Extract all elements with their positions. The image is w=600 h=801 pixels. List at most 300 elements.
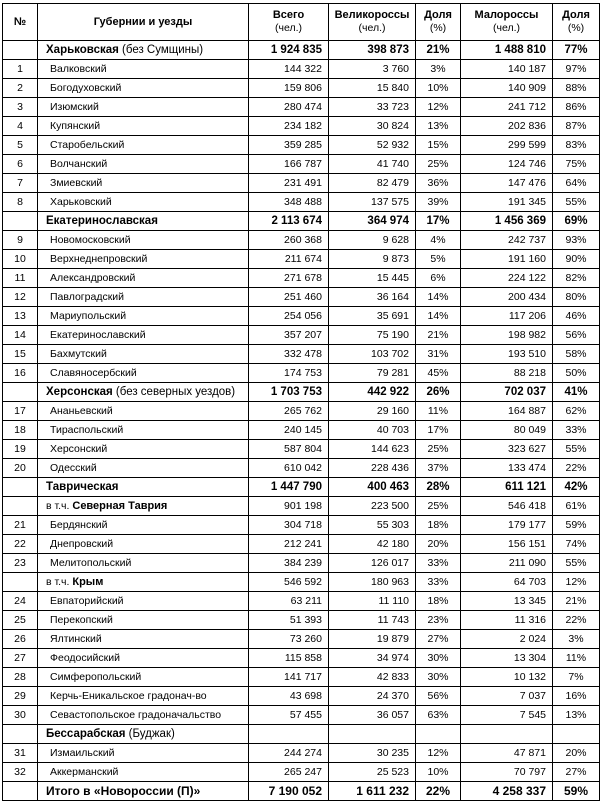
table-row [3, 117, 600, 136]
cell-share-great: 12% [416, 744, 461, 763]
cell-little-russians: 198 982 [461, 326, 553, 345]
cell-great-russians: 42 833 [329, 668, 416, 687]
cell-share-little: 69% [553, 212, 600, 231]
cell-share-little: 55% [553, 440, 600, 459]
cell-name: Ялтинский [38, 630, 249, 649]
cell-no: 9 [3, 231, 38, 250]
table-row [3, 250, 600, 269]
cell-great-russians: 34 974 [329, 649, 416, 668]
cell-total: 265 762 [249, 402, 329, 421]
cell-great-russians: 137 575 [329, 193, 416, 212]
cell-share-little: 83% [553, 136, 600, 155]
cell-name: Херсонская (без северных уездов) [38, 383, 249, 402]
cell-share-little: 11% [553, 649, 600, 668]
cell-share-great: 39% [416, 193, 461, 212]
cell-little-russians: 13 304 [461, 649, 553, 668]
cell-share-great: 17% [416, 212, 461, 231]
table-row [3, 402, 600, 421]
subregion-row [3, 573, 600, 592]
cell-share-great: 17% [416, 421, 461, 440]
table-row [3, 440, 600, 459]
cell-great-russians: 1 611 232 [329, 782, 416, 801]
header-little-russians: Малороссы (чел.) [461, 4, 553, 41]
table-body [3, 41, 600, 801]
cell-total: 7 190 052 [249, 782, 329, 801]
table-row [3, 345, 600, 364]
cell-total [249, 725, 329, 744]
cell-little-russians: 117 206 [461, 307, 553, 326]
cell-little-russians: 64 703 [461, 573, 553, 592]
cell-total: 587 804 [249, 440, 329, 459]
cell-no: 19 [3, 440, 38, 459]
cell-name: в т.ч. Северная Таврия [38, 497, 249, 516]
cell-name: Старобельский [38, 136, 249, 155]
cell-share-great: 25% [416, 440, 461, 459]
governorate-row [3, 478, 600, 497]
cell-share-little: 20% [553, 744, 600, 763]
cell-share-great: 22% [416, 782, 461, 801]
cell-little-russians: 241 712 [461, 98, 553, 117]
cell-total: 260 368 [249, 231, 329, 250]
cell-little-russians: 156 151 [461, 535, 553, 554]
cell-little-russians: 4 258 337 [461, 782, 553, 801]
cell-total: 244 274 [249, 744, 329, 763]
cell-no: 28 [3, 668, 38, 687]
cell-share-great: 18% [416, 592, 461, 611]
table-row [3, 706, 600, 725]
table-row [3, 763, 600, 782]
cell-share-great: 30% [416, 649, 461, 668]
cell-great-russians: 33 723 [329, 98, 416, 117]
cell-great-russians: 24 370 [329, 687, 416, 706]
cell-share-great: 18% [416, 516, 461, 535]
cell-name: Перекопский [38, 611, 249, 630]
cell-share-little: 55% [553, 193, 600, 212]
cell-little-russians: 193 510 [461, 345, 553, 364]
cell-great-russians: 25 523 [329, 763, 416, 782]
cell-name: Харьковский [38, 193, 249, 212]
cell-great-russians [329, 725, 416, 744]
cell-name: Таврическая [38, 478, 249, 497]
cell-no: 8 [3, 193, 38, 212]
cell-total: 610 042 [249, 459, 329, 478]
cell-share-great: 56% [416, 687, 461, 706]
cell-no [3, 478, 38, 497]
table-row [3, 687, 600, 706]
cell-great-russians: 11 743 [329, 611, 416, 630]
cell-total: 144 322 [249, 60, 329, 79]
cell-great-russians: 35 691 [329, 307, 416, 326]
cell-total: 901 198 [249, 497, 329, 516]
cell-share-little: 64% [553, 174, 600, 193]
cell-great-russians: 180 963 [329, 573, 416, 592]
cell-share-great: 33% [416, 573, 461, 592]
cell-share-little: 41% [553, 383, 600, 402]
cell-share-little: 21% [553, 592, 600, 611]
header-name: Губернии и уезды [38, 4, 249, 41]
cell-share-great [416, 725, 461, 744]
cell-no [3, 497, 38, 516]
cell-share-little: 22% [553, 611, 600, 630]
cell-share-little: 59% [553, 782, 600, 801]
cell-share-little: 75% [553, 155, 600, 174]
cell-great-russians: 144 623 [329, 440, 416, 459]
cell-share-great: 31% [416, 345, 461, 364]
cell-little-russians: 191 345 [461, 193, 553, 212]
cell-no: 5 [3, 136, 38, 155]
cell-great-russians: 400 463 [329, 478, 416, 497]
cell-share-great: 3% [416, 60, 461, 79]
cell-no: 13 [3, 307, 38, 326]
cell-little-russians: 1 456 369 [461, 212, 553, 231]
cell-total: 141 717 [249, 668, 329, 687]
cell-name: Измаильский [38, 744, 249, 763]
table-row [3, 611, 600, 630]
cell-no: 6 [3, 155, 38, 174]
cell-great-russians: 42 180 [329, 535, 416, 554]
cell-share-great: 20% [416, 535, 461, 554]
cell-little-russians: 147 476 [461, 174, 553, 193]
cell-little-russians: 299 599 [461, 136, 553, 155]
cell-great-russians: 15 840 [329, 79, 416, 98]
cell-total: 166 787 [249, 155, 329, 174]
cell-total: 265 247 [249, 763, 329, 782]
cell-total: 251 460 [249, 288, 329, 307]
header-total: Всего (чел.) [249, 4, 329, 41]
cell-total: 357 207 [249, 326, 329, 345]
cell-little-russians: 47 871 [461, 744, 553, 763]
cell-great-russians: 41 740 [329, 155, 416, 174]
cell-great-russians: 30 824 [329, 117, 416, 136]
cell-great-russians: 3 760 [329, 60, 416, 79]
header-share-great: Доля (%) [416, 4, 461, 41]
table-row [3, 649, 600, 668]
table-row [3, 288, 600, 307]
table-row [3, 98, 600, 117]
cell-great-russians: 364 974 [329, 212, 416, 231]
cell-little-russians: 133 474 [461, 459, 553, 478]
cell-no [3, 212, 38, 231]
table-row [3, 231, 600, 250]
cell-total: 271 678 [249, 269, 329, 288]
cell-little-russians: 242 737 [461, 231, 553, 250]
cell-total: 234 182 [249, 117, 329, 136]
cell-little-russians: 546 418 [461, 497, 553, 516]
cell-share-little: 82% [553, 269, 600, 288]
cell-no: 27 [3, 649, 38, 668]
cell-share-little: 12% [553, 573, 600, 592]
cell-total: 63 211 [249, 592, 329, 611]
cell-great-russians: 126 017 [329, 554, 416, 573]
cell-share-great: 4% [416, 231, 461, 250]
cell-total: 384 239 [249, 554, 329, 573]
cell-share-little: 59% [553, 516, 600, 535]
cell-share-great: 63% [416, 706, 461, 725]
table-row [3, 60, 600, 79]
cell-little-russians: 7 037 [461, 687, 553, 706]
table-row [3, 326, 600, 345]
cell-share-great: 36% [416, 174, 461, 193]
cell-name: Симферопольский [38, 668, 249, 687]
cell-no: 14 [3, 326, 38, 345]
cell-total: 1 447 790 [249, 478, 329, 497]
cell-share-little: 62% [553, 402, 600, 421]
table-row [3, 155, 600, 174]
cell-share-great: 6% [416, 269, 461, 288]
header-share-little: Доля (%) [553, 4, 600, 41]
cell-name: Валковский [38, 60, 249, 79]
cell-share-little: 77% [553, 41, 600, 60]
cell-share-great: 25% [416, 497, 461, 516]
cell-share-great: 25% [416, 155, 461, 174]
cell-share-little: 93% [553, 231, 600, 250]
table-row [3, 535, 600, 554]
cell-no: 15 [3, 345, 38, 364]
cell-no: 20 [3, 459, 38, 478]
cell-name: Изюмский [38, 98, 249, 117]
cell-total: 51 393 [249, 611, 329, 630]
cell-little-russians: 202 836 [461, 117, 553, 136]
governorate-row [3, 41, 600, 60]
cell-name: Волчанский [38, 155, 249, 174]
cell-share-little: 16% [553, 687, 600, 706]
cell-name: Аккерманский [38, 763, 249, 782]
header-no: № [3, 4, 38, 41]
table-row [3, 630, 600, 649]
cell-share-little: 50% [553, 364, 600, 383]
cell-share-little: 56% [553, 326, 600, 345]
table-row [3, 668, 600, 687]
cell-name: Одесский [38, 459, 249, 478]
cell-name: Бахмутский [38, 345, 249, 364]
cell-share-little: 33% [553, 421, 600, 440]
cell-name: Керчь-Еникальское градонач-во [38, 687, 249, 706]
cell-little-russians [461, 725, 553, 744]
cell-great-russians: 19 879 [329, 630, 416, 649]
cell-little-russians: 140 909 [461, 79, 553, 98]
cell-share-little: 46% [553, 307, 600, 326]
cell-little-russians: 702 037 [461, 383, 553, 402]
cell-share-little: 42% [553, 478, 600, 497]
cell-total: 240 145 [249, 421, 329, 440]
cell-little-russians: 80 049 [461, 421, 553, 440]
cell-no: 21 [3, 516, 38, 535]
cell-great-russians: 223 500 [329, 497, 416, 516]
cell-great-russians: 30 235 [329, 744, 416, 763]
cell-name: Тираспольский [38, 421, 249, 440]
cell-no [3, 782, 38, 801]
cell-share-little: 86% [553, 98, 600, 117]
cell-name: Мелитопольский [38, 554, 249, 573]
cell-little-russians: 70 797 [461, 763, 553, 782]
cell-name: Змиевский [38, 174, 249, 193]
cell-total: 174 753 [249, 364, 329, 383]
cell-name: Екатеринославская [38, 212, 249, 231]
cell-great-russians: 82 479 [329, 174, 416, 193]
cell-little-russians: 179 177 [461, 516, 553, 535]
cell-total: 348 488 [249, 193, 329, 212]
total-row [3, 782, 600, 801]
cell-name: Екатеринославский [38, 326, 249, 345]
cell-no: 3 [3, 98, 38, 117]
table-row [3, 459, 600, 478]
cell-no: 22 [3, 535, 38, 554]
cell-little-russians: 2 024 [461, 630, 553, 649]
table-row [3, 269, 600, 288]
cell-total: 304 718 [249, 516, 329, 535]
cell-share-little: 88% [553, 79, 600, 98]
cell-share-little: 74% [553, 535, 600, 554]
cell-great-russians: 398 873 [329, 41, 416, 60]
cell-name: Днепровский [38, 535, 249, 554]
cell-no: 7 [3, 174, 38, 193]
cell-little-russians: 211 090 [461, 554, 553, 573]
cell-name: Мариупольский [38, 307, 249, 326]
cell-no [3, 41, 38, 60]
cell-name: Бердянский [38, 516, 249, 535]
cell-share-little: 58% [553, 345, 600, 364]
table-row [3, 516, 600, 535]
cell-share-little: 80% [553, 288, 600, 307]
cell-no: 2 [3, 79, 38, 98]
cell-total: 73 260 [249, 630, 329, 649]
cell-total: 1 703 753 [249, 383, 329, 402]
cell-little-russians: 88 218 [461, 364, 553, 383]
subregion-row [3, 497, 600, 516]
cell-share-great: 23% [416, 611, 461, 630]
cell-share-great: 12% [416, 98, 461, 117]
table-row [3, 554, 600, 573]
cell-no: 10 [3, 250, 38, 269]
table-row [3, 744, 600, 763]
cell-name: Ананьевский [38, 402, 249, 421]
cell-little-russians: 10 132 [461, 668, 553, 687]
cell-little-russians: 7 545 [461, 706, 553, 725]
table-row [3, 421, 600, 440]
cell-no [3, 383, 38, 402]
cell-share-great: 28% [416, 478, 461, 497]
cell-great-russians: 75 190 [329, 326, 416, 345]
cell-great-russians: 228 436 [329, 459, 416, 478]
cell-name: Севастопольское градоначальство [38, 706, 249, 725]
cell-total: 43 698 [249, 687, 329, 706]
cell-no: 12 [3, 288, 38, 307]
table-header-row [3, 4, 600, 41]
cell-no: 11 [3, 269, 38, 288]
cell-no: 32 [3, 763, 38, 782]
cell-share-little: 13% [553, 706, 600, 725]
cell-no: 16 [3, 364, 38, 383]
cell-total: 254 056 [249, 307, 329, 326]
cell-great-russians: 36 164 [329, 288, 416, 307]
cell-total: 115 858 [249, 649, 329, 668]
cell-share-little [553, 725, 600, 744]
cell-little-russians: 191 160 [461, 250, 553, 269]
cell-no: 17 [3, 402, 38, 421]
cell-share-little: 22% [553, 459, 600, 478]
cell-share-great: 26% [416, 383, 461, 402]
cell-share-little: 7% [553, 668, 600, 687]
cell-little-russians: 611 121 [461, 478, 553, 497]
cell-share-great: 13% [416, 117, 461, 136]
cell-name: Феодосийский [38, 649, 249, 668]
cell-great-russians: 36 057 [329, 706, 416, 725]
cell-no: 4 [3, 117, 38, 136]
cell-name: Славяносербский [38, 364, 249, 383]
cell-great-russians: 9 628 [329, 231, 416, 250]
governorate-row [3, 725, 600, 744]
cell-share-little: 27% [553, 763, 600, 782]
cell-little-russians: 13 345 [461, 592, 553, 611]
cell-great-russians: 40 703 [329, 421, 416, 440]
table-row [3, 592, 600, 611]
cell-great-russians: 55 303 [329, 516, 416, 535]
cell-little-russians: 11 316 [461, 611, 553, 630]
table-row [3, 79, 600, 98]
cell-share-great: 27% [416, 630, 461, 649]
table-row [3, 307, 600, 326]
governorate-row [3, 383, 600, 402]
table-row [3, 193, 600, 212]
cell-total: 546 592 [249, 573, 329, 592]
cell-no: 24 [3, 592, 38, 611]
cell-total: 57 455 [249, 706, 329, 725]
cell-share-little: 55% [553, 554, 600, 573]
cell-name: Купянский [38, 117, 249, 136]
cell-total: 231 491 [249, 174, 329, 193]
cell-little-russians: 124 746 [461, 155, 553, 174]
cell-share-little: 90% [553, 250, 600, 269]
cell-total: 280 474 [249, 98, 329, 117]
table-row [3, 174, 600, 193]
cell-no: 1 [3, 60, 38, 79]
cell-no: 18 [3, 421, 38, 440]
cell-little-russians: 140 187 [461, 60, 553, 79]
cell-share-great: 10% [416, 79, 461, 98]
cell-total: 212 241 [249, 535, 329, 554]
table-row [3, 364, 600, 383]
cell-total: 332 478 [249, 345, 329, 364]
cell-great-russians: 442 922 [329, 383, 416, 402]
cell-share-great: 30% [416, 668, 461, 687]
cell-name: Новомосковский [38, 231, 249, 250]
cell-little-russians: 1 488 810 [461, 41, 553, 60]
cell-great-russians: 9 873 [329, 250, 416, 269]
cell-great-russians: 15 445 [329, 269, 416, 288]
cell-no: 29 [3, 687, 38, 706]
cell-name: Верхнеднепровский [38, 250, 249, 269]
table-row [3, 136, 600, 155]
cell-share-great: 14% [416, 307, 461, 326]
cell-name: Херсонский [38, 440, 249, 459]
cell-name: Харьковская (без Сумщины) [38, 41, 249, 60]
cell-share-little: 87% [553, 117, 600, 136]
cell-share-great: 45% [416, 364, 461, 383]
cell-name: Итого в «Новороссии (П)» [38, 782, 249, 801]
cell-great-russians: 11 110 [329, 592, 416, 611]
cell-no: 30 [3, 706, 38, 725]
header-great-russians: Великороссы (чел.) [329, 4, 416, 41]
cell-total: 211 674 [249, 250, 329, 269]
cell-name: Евпаторийский [38, 592, 249, 611]
cell-share-great: 15% [416, 136, 461, 155]
cell-share-great: 37% [416, 459, 461, 478]
cell-no: 25 [3, 611, 38, 630]
cell-no [3, 573, 38, 592]
cell-share-great: 10% [416, 763, 461, 782]
cell-share-little: 97% [553, 60, 600, 79]
cell-share-great: 21% [416, 41, 461, 60]
